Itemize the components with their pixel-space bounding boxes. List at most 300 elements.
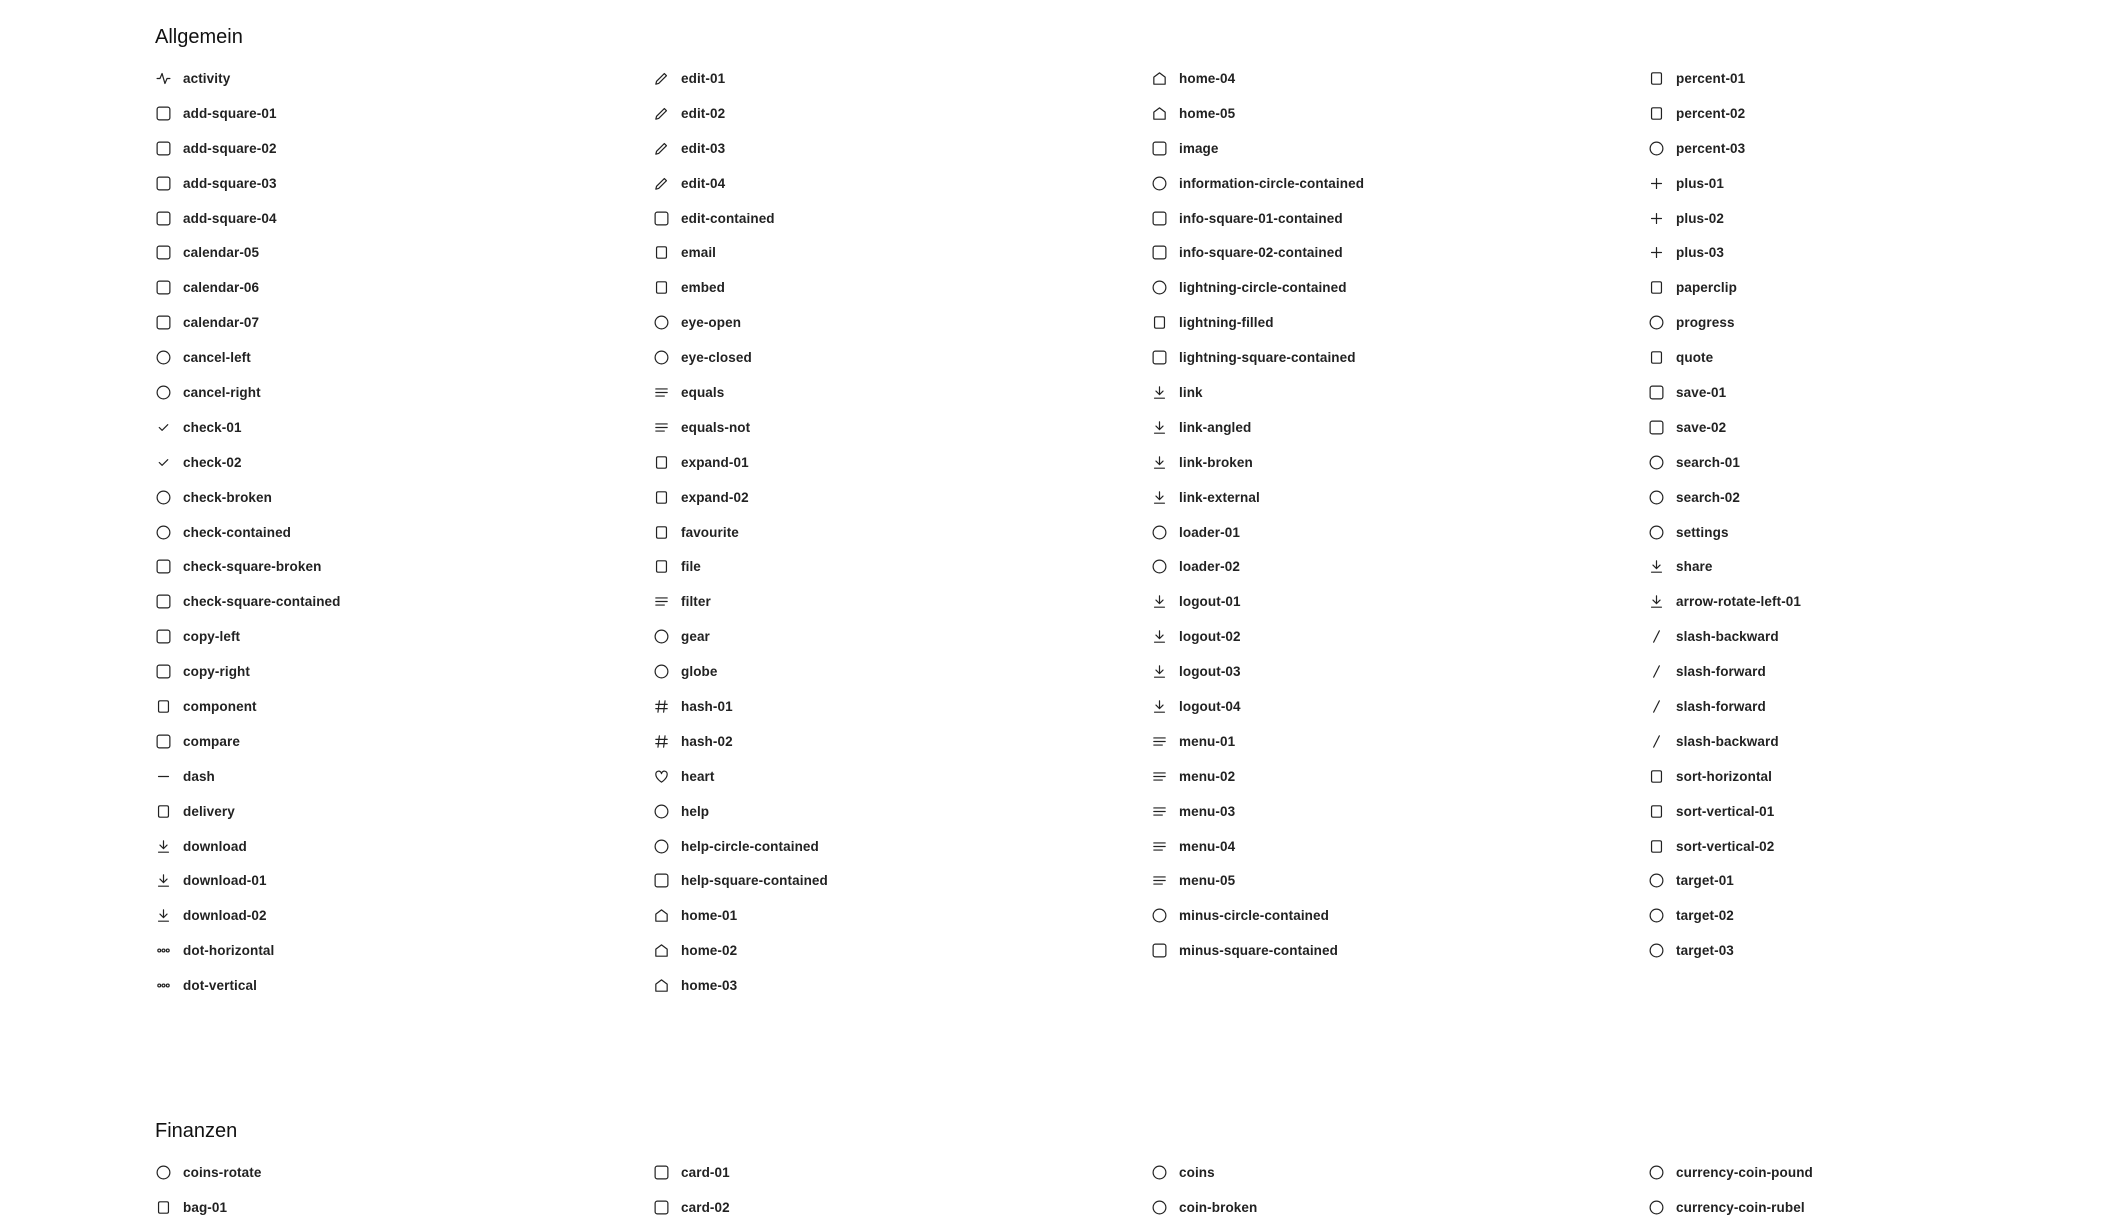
icon-label: download xyxy=(183,838,247,854)
icon-item-compare[interactable] xyxy=(155,724,635,759)
slash-forward-icon xyxy=(1648,698,1665,715)
check-square-broken-icon xyxy=(155,558,172,575)
icon-label: logout-02 xyxy=(1179,629,1241,645)
menu-01-icon xyxy=(1151,733,1168,750)
add-square-01-icon xyxy=(155,105,172,122)
icon-item-slash-backward[interactable] xyxy=(1648,724,2104,759)
icon-column xyxy=(1151,61,1631,968)
icon-item-download-01[interactable] xyxy=(155,863,635,898)
icon-label: expand-01 xyxy=(681,454,749,470)
icon-label: menu-04 xyxy=(1179,838,1236,854)
icon-item-minus-square-contained[interactable] xyxy=(1151,933,1631,968)
icon-item-hash-02[interactable] xyxy=(653,724,1133,759)
icon-item-percent-01[interactable] xyxy=(1648,61,2104,96)
icon-label: add-square-04 xyxy=(183,210,277,226)
icon-item-coin-broken[interactable] xyxy=(1151,1190,1631,1225)
icon-item-share[interactable] xyxy=(1648,549,2104,584)
icon-item-target-01[interactable] xyxy=(1648,863,2104,898)
icon-column xyxy=(1151,1155,1631,1225)
icon-item-activity[interactable] xyxy=(155,61,635,96)
menu-05-icon xyxy=(1151,872,1168,889)
icon-label: save-01 xyxy=(1676,384,1727,400)
icon-item-add-square-03[interactable] xyxy=(155,166,635,201)
icon-label: check-square-broken xyxy=(183,559,322,575)
icon-item-slash-forward[interactable] xyxy=(1648,689,2104,724)
icon-item-logout-03[interactable] xyxy=(1151,654,1631,689)
edit-02-icon xyxy=(653,105,670,122)
copy-right-icon xyxy=(155,663,172,680)
quote-icon xyxy=(1648,349,1665,366)
icon-label: edit-01 xyxy=(681,70,726,86)
icon-item-check-square-contained[interactable] xyxy=(155,584,635,619)
icon-item-information-circle-contained[interactable] xyxy=(1151,166,1631,201)
icon-label: cancel-left xyxy=(183,350,251,366)
icon-label: target-01 xyxy=(1676,873,1734,889)
icon-item-calendar-06[interactable] xyxy=(155,270,635,305)
icon-item-lightning-filled[interactable] xyxy=(1151,305,1631,340)
icon-label: search-01 xyxy=(1676,454,1740,470)
icon-label: check-01 xyxy=(183,419,242,435)
icon-label: favourite xyxy=(681,524,739,540)
icon-item-component[interactable] xyxy=(155,689,635,724)
loader-02-icon xyxy=(1151,558,1168,575)
icon-item-check-01[interactable] xyxy=(155,410,635,445)
icon-label: sort-vertical-02 xyxy=(1676,838,1775,854)
icon-item-info-square-01-contained[interactable] xyxy=(1151,201,1631,236)
icon-label: lightning-circle-contained xyxy=(1179,280,1347,296)
compare-icon xyxy=(155,733,172,750)
search-01-icon xyxy=(1648,454,1665,471)
bag-01-icon xyxy=(155,1199,172,1216)
icon-label: slash-forward xyxy=(1676,698,1766,714)
icon-item-file[interactable] xyxy=(653,549,1133,584)
icon-label: logout-01 xyxy=(1179,594,1241,610)
icon-item-expand-01[interactable] xyxy=(653,445,1133,480)
icon-label: slash-backward xyxy=(1676,629,1779,645)
icon-item-menu-05[interactable] xyxy=(1151,863,1631,898)
icon-label: embed xyxy=(681,280,726,296)
calendar-07-icon xyxy=(155,314,172,331)
logout-04-icon xyxy=(1151,698,1168,715)
add-square-02-icon xyxy=(155,140,172,157)
slash-forward-icon xyxy=(1648,663,1665,680)
icon-label: globe xyxy=(681,664,718,680)
icon-item-equals-not[interactable] xyxy=(653,410,1133,445)
icon-item-help-square-contained[interactable] xyxy=(653,863,1133,898)
icon-item-check-contained[interactable] xyxy=(155,515,635,550)
icon-item-filter[interactable] xyxy=(653,584,1133,619)
icon-item-help-circle-contained[interactable] xyxy=(653,829,1133,864)
icon-item-download-02[interactable] xyxy=(155,898,635,933)
dot-horizontal-icon xyxy=(155,942,172,959)
icon-label: menu-03 xyxy=(1179,803,1236,819)
sort-vertical-01-icon xyxy=(1648,803,1665,820)
icon-item-coins[interactable] xyxy=(1151,1155,1631,1190)
icon-item-eye-open[interactable] xyxy=(653,305,1133,340)
icon-item-plus-02[interactable] xyxy=(1648,201,2104,236)
icon-item-progress[interactable] xyxy=(1648,305,2104,340)
edit-01-icon xyxy=(653,70,670,87)
icon-item-sort-vertical-01[interactable] xyxy=(1648,794,2104,829)
home-02-icon xyxy=(653,942,670,959)
share-icon xyxy=(1648,558,1665,575)
icon-item-equals[interactable] xyxy=(653,375,1133,410)
icon-label: coins xyxy=(1179,1164,1215,1180)
progress-icon xyxy=(1648,314,1665,331)
slash-backward-icon xyxy=(1648,733,1665,750)
icon-item-copy-right[interactable] xyxy=(155,654,635,689)
lightning-filled-icon xyxy=(1151,314,1168,331)
icon-label: copy-right xyxy=(183,664,250,680)
icon-item-check-broken[interactable] xyxy=(155,480,635,515)
icon-label: gear xyxy=(681,629,710,645)
logout-03-icon xyxy=(1151,663,1168,680)
home-04-icon xyxy=(1151,70,1168,87)
icon-item-card-02[interactable] xyxy=(653,1190,1133,1225)
link-icon xyxy=(1151,384,1168,401)
help-square-contained-icon xyxy=(653,872,670,889)
icon-item-link-angled[interactable] xyxy=(1151,410,1631,445)
icon-item-logout-01[interactable] xyxy=(1151,584,1631,619)
icon-label: lightning-square-contained xyxy=(1179,350,1356,366)
icon-item-dot-vertical[interactable] xyxy=(155,968,635,1003)
icon-item-logout-04[interactable] xyxy=(1151,689,1631,724)
card-01-icon xyxy=(653,1164,670,1181)
icon-label: information-circle-contained xyxy=(1179,175,1365,191)
icon-item-favourite[interactable] xyxy=(653,515,1133,550)
card-02-icon xyxy=(653,1199,670,1216)
icon-label: cancel-right xyxy=(183,384,261,400)
icon-item-lightning-circle-contained[interactable] xyxy=(1151,270,1631,305)
icon-item-lightning-square-contained[interactable] xyxy=(1151,340,1631,375)
cancel-left-icon xyxy=(155,349,172,366)
percent-03-icon xyxy=(1648,140,1665,157)
download-02-icon xyxy=(155,907,172,924)
icon-item-plus-03[interactable] xyxy=(1648,235,2104,270)
icon-item-edit-03[interactable] xyxy=(653,131,1133,166)
currency-coin-rubel-icon xyxy=(1648,1199,1665,1216)
target-01-icon xyxy=(1648,872,1665,889)
add-square-04-icon xyxy=(155,210,172,227)
icon-item-loader-02[interactable] xyxy=(1151,549,1631,584)
icon-label: calendar-06 xyxy=(183,280,260,296)
arrow-rotate-left-01-icon xyxy=(1648,593,1665,610)
icon-label: home-03 xyxy=(681,978,738,994)
icon-label: edit-02 xyxy=(681,105,726,121)
icon-label: percent-02 xyxy=(1676,105,1746,121)
icon-item-dot-horizontal[interactable] xyxy=(155,933,635,968)
icon-label: coin-broken xyxy=(1179,1199,1258,1215)
icon-item-loader-01[interactable] xyxy=(1151,515,1631,550)
icon-label: percent-01 xyxy=(1676,70,1746,86)
icon-label: info-square-02-contained xyxy=(1179,245,1343,261)
icon-item-globe[interactable] xyxy=(653,654,1133,689)
icon-label: compare xyxy=(183,733,240,749)
check-broken-icon xyxy=(155,489,172,506)
icon-item-search-01[interactable] xyxy=(1648,445,2104,480)
icon-label: equals xyxy=(681,384,725,400)
icon-item-home-04[interactable] xyxy=(1151,61,1631,96)
icon-item-sort-vertical-02[interactable] xyxy=(1648,829,2104,864)
icon-label: dot-horizontal xyxy=(183,943,275,959)
image-icon xyxy=(1151,140,1168,157)
icon-label: file xyxy=(681,559,701,575)
icon-label: help-square-contained xyxy=(681,873,828,889)
info-square-01-contained-icon xyxy=(1151,210,1168,227)
delivery-icon xyxy=(155,803,172,820)
icon-item-add-square-01[interactable] xyxy=(155,96,635,131)
activity-icon xyxy=(155,70,172,87)
icon-item-sort-horizontal[interactable] xyxy=(1648,759,2104,794)
help-icon xyxy=(653,803,670,820)
icon-label: dash xyxy=(183,768,215,784)
email-icon xyxy=(653,244,670,261)
icon-label: percent-03 xyxy=(1676,140,1746,156)
icon-item-copy-left[interactable] xyxy=(155,619,635,654)
check-contained-icon xyxy=(155,524,172,541)
currency-coin-pound-icon xyxy=(1648,1164,1665,1181)
plus-02-icon xyxy=(1648,210,1665,227)
calendar-05-icon xyxy=(155,244,172,261)
filter-icon xyxy=(653,593,670,610)
icon-item-home-05[interactable] xyxy=(1151,96,1631,131)
home-05-icon xyxy=(1151,105,1168,122)
icon-item-hash-01[interactable] xyxy=(653,689,1133,724)
icon-item-add-square-02[interactable] xyxy=(155,131,635,166)
icon-item-download[interactable] xyxy=(155,829,635,864)
icon-item-target-03[interactable] xyxy=(1648,933,2104,968)
icon-label: arrow-rotate-left-01 xyxy=(1676,594,1802,610)
icon-label: lightning-filled xyxy=(1179,315,1274,331)
icon-label: loader-01 xyxy=(1179,524,1240,540)
icon-column xyxy=(1648,61,2104,968)
icon-item-calendar-05[interactable] xyxy=(155,235,635,270)
icon-item-image[interactable] xyxy=(1151,131,1631,166)
icon-item-paperclip[interactable] xyxy=(1648,270,2104,305)
icon-column xyxy=(155,1155,635,1225)
icon-item-arrow-rotate-left-01[interactable] xyxy=(1648,584,2104,619)
icon-label: save-02 xyxy=(1676,419,1727,435)
expand-02-icon xyxy=(653,489,670,506)
equals-not-icon xyxy=(653,419,670,436)
icon-item-settings[interactable] xyxy=(1648,515,2104,550)
icon-label: minus-square-contained xyxy=(1179,943,1338,959)
icon-label: search-02 xyxy=(1676,489,1740,505)
icon-item-currency-coin-rubel[interactable] xyxy=(1648,1190,2104,1225)
icon-item-home-01[interactable] xyxy=(653,898,1133,933)
icon-item-coins-rotate[interactable] xyxy=(155,1155,635,1190)
icon-label: add-square-03 xyxy=(183,175,277,191)
icon-item-eye-closed[interactable] xyxy=(653,340,1133,375)
icon-column xyxy=(155,61,635,1003)
icon-label: check-contained xyxy=(183,524,292,540)
cancel-right-icon xyxy=(155,384,172,401)
icon-label: edit-04 xyxy=(681,175,726,191)
icon-item-percent-03[interactable] xyxy=(1648,131,2104,166)
icon-item-check-square-broken[interactable] xyxy=(155,549,635,584)
icon-item-card-01[interactable] xyxy=(653,1155,1133,1190)
icon-item-info-square-02-contained[interactable] xyxy=(1151,235,1631,270)
icon-item-link-broken[interactable] xyxy=(1151,445,1631,480)
icon-label: menu-05 xyxy=(1179,873,1236,889)
copy-left-icon xyxy=(155,628,172,645)
logout-01-icon xyxy=(1151,593,1168,610)
sort-vertical-02-icon xyxy=(1648,838,1665,855)
icon-label: hash-02 xyxy=(681,733,733,749)
save-01-icon xyxy=(1648,384,1665,401)
icon-label: add-square-01 xyxy=(183,105,277,121)
icon-item-save-01[interactable] xyxy=(1648,375,2104,410)
link-external-icon xyxy=(1151,489,1168,506)
icon-label: coins-rotate xyxy=(183,1164,262,1180)
target-03-icon xyxy=(1648,942,1665,959)
icon-item-edit-02[interactable] xyxy=(653,96,1133,131)
icon-item-check-02[interactable] xyxy=(155,445,635,480)
download-01-icon xyxy=(155,872,172,889)
icon-label: download-02 xyxy=(183,908,267,924)
dot-vertical-icon xyxy=(155,977,172,994)
icon-label: target-02 xyxy=(1676,908,1734,924)
icon-item-menu-03[interactable] xyxy=(1151,794,1631,829)
check-01-icon xyxy=(155,419,172,436)
icon-item-expand-02[interactable] xyxy=(653,480,1133,515)
icon-label: component xyxy=(183,698,257,714)
icon-label: image xyxy=(1179,140,1219,156)
icon-label: expand-02 xyxy=(681,489,749,505)
target-02-icon xyxy=(1648,907,1665,924)
icon-item-menu-02[interactable] xyxy=(1151,759,1631,794)
icon-item-dash[interactable] xyxy=(155,759,635,794)
icon-item-bag-01[interactable] xyxy=(155,1190,635,1225)
lightning-circle-contained-icon xyxy=(1151,279,1168,296)
icon-label: minus-circle-contained xyxy=(1179,908,1329,924)
icon-label: logout-04 xyxy=(1179,698,1241,714)
settings-icon xyxy=(1648,524,1665,541)
icon-label: slash-forward xyxy=(1676,664,1766,680)
icon-label: plus-03 xyxy=(1676,245,1724,261)
info-square-02-contained-icon xyxy=(1151,244,1168,261)
section-title: Finanzen xyxy=(155,1120,238,1142)
icon-label: info-square-01-contained xyxy=(1179,210,1343,226)
search-02-icon xyxy=(1648,489,1665,506)
icon-item-logout-02[interactable] xyxy=(1151,619,1631,654)
icon-item-link-external[interactable] xyxy=(1151,480,1631,515)
favourite-icon xyxy=(653,524,670,541)
icon-item-delivery[interactable] xyxy=(155,794,635,829)
icon-item-gear[interactable] xyxy=(653,619,1133,654)
icon-label: link-broken xyxy=(1179,454,1253,470)
icon-label: equals-not xyxy=(681,419,751,435)
check-square-contained-icon xyxy=(155,593,172,610)
icon-label: eye-closed xyxy=(681,350,752,366)
eye-open-icon xyxy=(653,314,670,331)
icon-item-slash-forward[interactable] xyxy=(1648,654,2104,689)
icon-item-save-02[interactable] xyxy=(1648,410,2104,445)
icon-label: check-broken xyxy=(183,489,272,505)
percent-01-icon xyxy=(1648,70,1665,87)
icon-item-quote[interactable] xyxy=(1648,340,2104,375)
icon-label: plus-01 xyxy=(1676,175,1724,191)
icon-item-home-02[interactable] xyxy=(653,933,1133,968)
sort-horizontal-icon xyxy=(1648,768,1665,785)
icon-label: add-square-02 xyxy=(183,140,277,156)
embed-icon xyxy=(653,279,670,296)
icon-label: logout-03 xyxy=(1179,664,1241,680)
icon-item-minus-circle-contained[interactable] xyxy=(1151,898,1631,933)
globe-icon xyxy=(653,663,670,680)
slash-backward-icon xyxy=(1648,628,1665,645)
icon-label: target-03 xyxy=(1676,943,1734,959)
icon-label: menu-01 xyxy=(1179,733,1236,749)
icon-item-edit-contained[interactable] xyxy=(653,201,1133,236)
icon-item-search-02[interactable] xyxy=(1648,480,2104,515)
icon-item-cancel-right[interactable] xyxy=(155,375,635,410)
icon-item-menu-01[interactable] xyxy=(1151,724,1631,759)
icon-item-plus-01[interactable] xyxy=(1648,166,2104,201)
menu-04-icon xyxy=(1151,838,1168,855)
icon-column xyxy=(653,61,1133,1003)
percent-02-icon xyxy=(1648,105,1665,122)
icon-item-target-02[interactable] xyxy=(1648,898,2104,933)
icon-item-add-square-04[interactable] xyxy=(155,201,635,236)
icon-label: card-02 xyxy=(681,1199,730,1215)
component-icon xyxy=(155,698,172,715)
icon-item-edit-01[interactable] xyxy=(653,61,1133,96)
icon-column xyxy=(1648,1155,2104,1225)
icon-label: email xyxy=(681,245,717,261)
icon-label: copy-left xyxy=(183,629,241,645)
icon-item-embed[interactable] xyxy=(653,270,1133,305)
icon-item-slash-backward[interactable] xyxy=(1648,619,2104,654)
paperclip-icon xyxy=(1648,279,1665,296)
icon-item-calendar-07[interactable] xyxy=(155,305,635,340)
icon-label: help xyxy=(681,803,710,819)
icon-label: currency-coin-pound xyxy=(1676,1164,1813,1180)
icon-label: home-01 xyxy=(681,908,738,924)
icon-label: dot-vertical xyxy=(183,978,257,994)
icon-label: check-02 xyxy=(183,454,242,470)
icon-item-edit-04[interactable] xyxy=(653,166,1133,201)
icon-item-cancel-left[interactable] xyxy=(155,340,635,375)
icon-label: currency-coin-rubel xyxy=(1676,1199,1805,1215)
gear-icon xyxy=(653,628,670,645)
icon-label: home-02 xyxy=(681,943,738,959)
coins-rotate-icon xyxy=(155,1164,172,1181)
loader-01-icon xyxy=(1151,524,1168,541)
icon-label: loader-02 xyxy=(1179,559,1240,575)
icon-item-percent-02[interactable] xyxy=(1648,96,2104,131)
download-icon xyxy=(155,838,172,855)
link-broken-icon xyxy=(1151,454,1168,471)
icon-item-email[interactable] xyxy=(653,235,1133,270)
icon-label: slash-backward xyxy=(1676,733,1779,749)
edit-contained-icon xyxy=(653,210,670,227)
menu-03-icon xyxy=(1151,803,1168,820)
coins-icon xyxy=(1151,1164,1168,1181)
icon-label: quote xyxy=(1676,350,1714,366)
help-circle-contained-icon xyxy=(653,838,670,855)
save-02-icon xyxy=(1648,419,1665,436)
icon-item-help[interactable] xyxy=(653,794,1133,829)
link-angled-icon xyxy=(1151,419,1168,436)
icon-item-home-03[interactable] xyxy=(653,968,1133,1003)
icon-label: settings xyxy=(1676,524,1729,540)
icon-label: help-circle-contained xyxy=(681,838,819,854)
icon-item-menu-04[interactable] xyxy=(1151,829,1631,864)
icon-item-currency-coin-pound[interactable] xyxy=(1648,1155,2104,1190)
icon-item-link[interactable] xyxy=(1151,375,1631,410)
icon-item-heart[interactable] xyxy=(653,759,1133,794)
